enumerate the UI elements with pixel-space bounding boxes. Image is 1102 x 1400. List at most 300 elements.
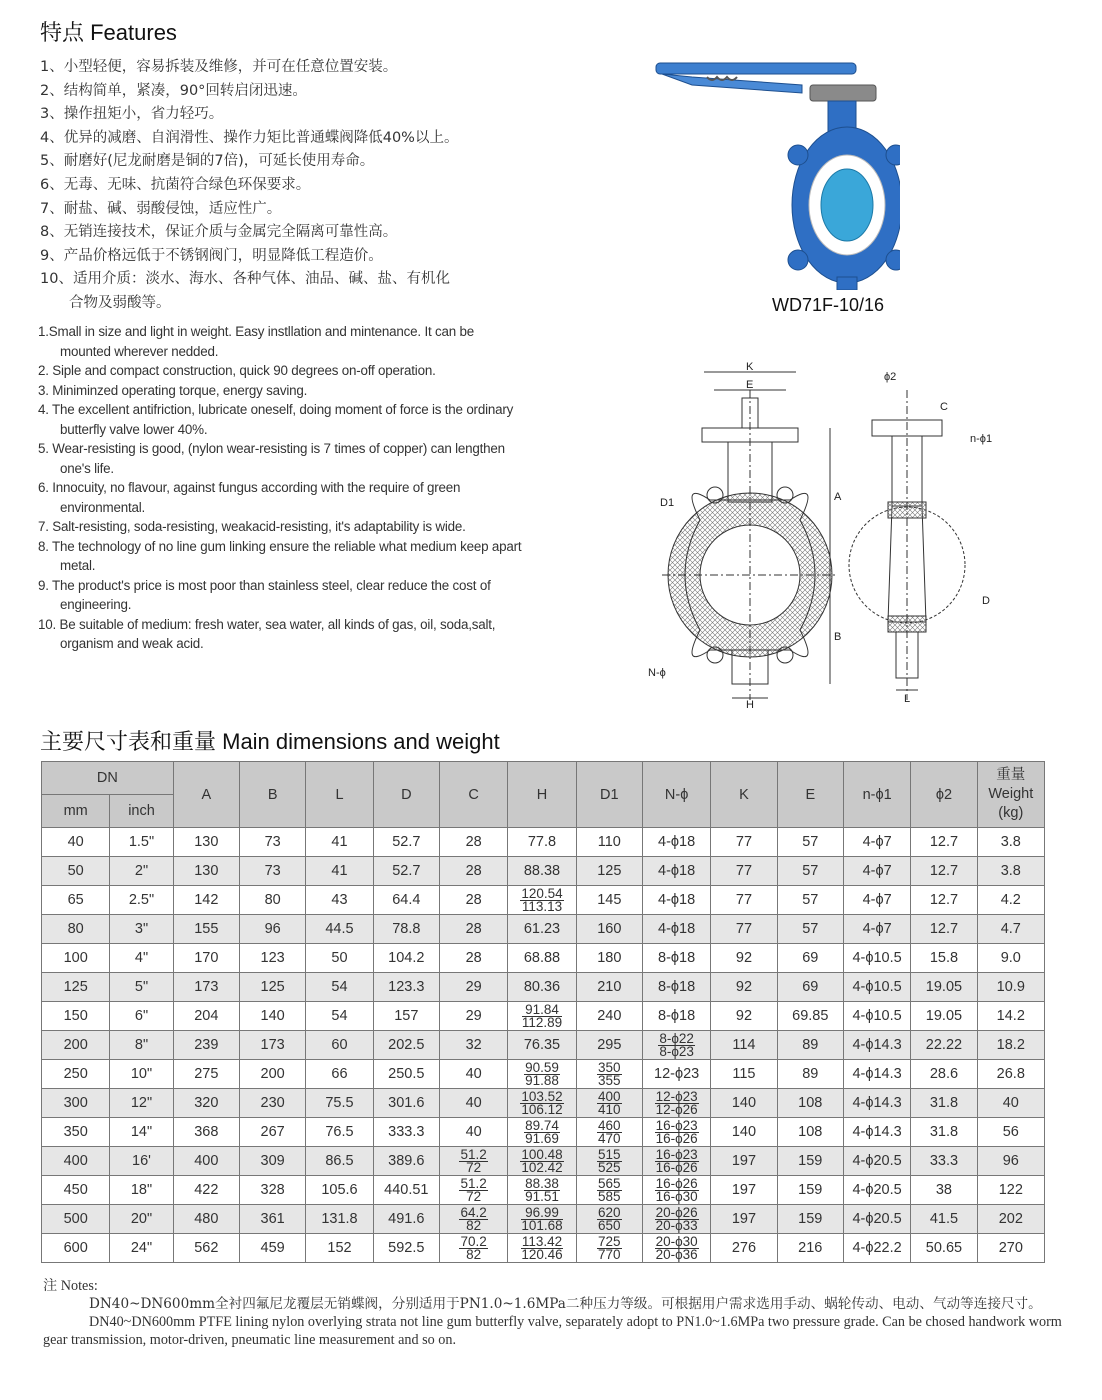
top-plate: [810, 85, 876, 101]
table-cell: 104.2: [373, 944, 439, 973]
table-cell: 230: [239, 1089, 305, 1118]
table-cell: 159: [777, 1176, 843, 1205]
table-cell: 12.7: [911, 915, 977, 944]
table-cell: 276: [711, 1234, 777, 1263]
table-cell: 202: [977, 1205, 1044, 1234]
table-cell: 180: [576, 944, 642, 973]
table-row: [42, 1205, 1045, 1234]
table-cell: 239: [173, 1031, 239, 1060]
features-title: 特点 Features: [40, 20, 177, 45]
table-cell: 77: [711, 857, 777, 886]
table-cell: 350: [42, 1118, 110, 1147]
table-cell: 216: [777, 1234, 843, 1263]
notes-cn: DN40~DN600mm全衬四氟尼龙覆层无销蝶阀，分别适用于PN1.0~1.6MPa二种压力等级。可根据用户需求选用手动、蜗轮传动、电动、气动等连接尺寸。: [89, 1296, 1042, 1312]
table-cell: 68.88: [508, 944, 576, 973]
table-cell: 123.3: [373, 973, 439, 1002]
header-col: N-ϕ: [642, 762, 710, 828]
table-cell: 28: [439, 857, 507, 886]
table-cell: 8-ϕ18: [642, 973, 710, 1002]
label-c: C: [940, 401, 948, 413]
label-d: D: [982, 595, 990, 607]
table-cell: 108: [777, 1089, 843, 1118]
table-cell: 66: [306, 1060, 373, 1089]
table-cell: 2": [110, 857, 173, 886]
table-cell: 57: [777, 828, 843, 857]
table-cell: 75.5: [306, 1089, 373, 1118]
feature-en-item: 7. Salt-resisting, soda-resisting, weakacid-resisting, it's adaptability is wide.: [38, 519, 466, 534]
feature-cn-item: 合物及弱酸等。: [69, 294, 171, 311]
table-cell: $\frac{88.38}{91.51}$: [508, 1176, 576, 1205]
feature-cn-item: 5、耐磨好(尼龙耐磨是铜的7倍)，可延长使用寿命。: [40, 153, 375, 170]
table-cell: 108: [777, 1118, 843, 1147]
table-cell: 140: [711, 1118, 777, 1147]
table-cell: 250.5: [373, 1060, 439, 1089]
table-cell: 159: [777, 1147, 843, 1176]
table-cell: 56: [977, 1118, 1044, 1147]
table-cell: 28: [439, 828, 507, 857]
feature-en-item: 8. The technology of no line gum linking ensure the reliable what medium keep apart metal.: [38, 538, 522, 573]
table-cell: 29: [439, 1002, 507, 1031]
table-cell: 4-ϕ14.3: [843, 1031, 910, 1060]
table-cell: 197: [711, 1176, 777, 1205]
table-cell: 40: [439, 1089, 507, 1118]
table-cell: $\frac{20-\phi 26}{20-\phi 33}$: [642, 1205, 710, 1234]
feature-en-item: 10. Be suitable of medium: fresh water, sea water, all kinds of gas, oil, soda,salt, organism and weak acid.: [38, 616, 496, 651]
table-cell: 43: [306, 886, 373, 915]
table-cell: 26.8: [977, 1060, 1044, 1089]
table-row: [42, 1234, 1045, 1263]
table-cell: 31.8: [911, 1089, 977, 1118]
feature-cn-item: 2、结构简单，紧凑，90°回转启闭迅速。: [40, 82, 307, 99]
table-cell: 92: [711, 1002, 777, 1031]
table-cell: 89: [777, 1031, 843, 1060]
notes-en: DN40~DN600mm PTFE lining nylon overlying strata not line gum butterfly valve, separately adopt to PN1.0~1.6MPa two pressure grade. Can be chosed handwork worm gear transmission, motor-driven, pneumatic line measurement and so on.: [43, 1314, 1062, 1348]
lug-bottom-left: [788, 250, 808, 270]
table-cell: 19.05: [911, 1002, 977, 1031]
header-col: L: [306, 762, 373, 828]
header-col: K: [711, 762, 777, 828]
table-cell: 368: [173, 1118, 239, 1147]
table-cell: 300: [42, 1089, 110, 1118]
table-cell: 4-ϕ20.5: [843, 1205, 910, 1234]
table-cell: 18": [110, 1176, 173, 1205]
table-cell: 18.2: [977, 1031, 1044, 1060]
table-cell: 328: [239, 1176, 305, 1205]
disc: [821, 169, 873, 241]
table-cell: 8-ϕ18: [642, 944, 710, 973]
table-cell: 77.8: [508, 828, 576, 857]
table-cell: 69: [777, 973, 843, 1002]
table-cell: 270: [977, 1234, 1044, 1263]
feature-en-item: 4. The excellent antifriction, lubricate oneself, doing moment of force is the ordinary butterfly valve lower 40%.: [38, 402, 514, 437]
table-cell: 4-ϕ7: [843, 915, 910, 944]
table-cell: $\frac{113.42}{120.46}$: [508, 1234, 576, 1263]
lever-handle: [656, 63, 856, 74]
table-cell: 44.5: [306, 915, 373, 944]
table-cell: 10.9: [977, 973, 1044, 1002]
feature-cn-item: 6、无毒、无味、抗菌符合绿色环保要求。: [40, 176, 311, 193]
table-cell: 96: [977, 1147, 1044, 1176]
table-cell: 52.7: [373, 857, 439, 886]
table-cell: 4-ϕ10.5: [843, 973, 910, 1002]
header-weight-line: Weight: [988, 786, 1034, 802]
table-cell: 4-ϕ18: [642, 828, 710, 857]
header-weight-line: 重量: [996, 767, 1026, 783]
table-row: [42, 828, 1045, 857]
label-n1: n-ϕ1: [970, 433, 993, 445]
table-cell: 38: [911, 1176, 977, 1205]
lug-left: [788, 145, 808, 165]
table-cell: 73: [239, 857, 305, 886]
header-weight-line: (kg): [998, 805, 1024, 821]
table-cell: 19.05: [911, 973, 977, 1002]
table-cell: 9.0: [977, 944, 1044, 973]
table-cell: 60: [306, 1031, 373, 1060]
table-cell: 40: [439, 1060, 507, 1089]
table-cell: 52.7: [373, 828, 439, 857]
table-cell: 4-ϕ10.5: [843, 1002, 910, 1031]
table-cell: 562: [173, 1234, 239, 1263]
header-col: E: [777, 762, 843, 828]
table-cell: 130: [173, 828, 239, 857]
table-cell: 131.8: [306, 1205, 373, 1234]
table-cell: 80: [239, 886, 305, 915]
table-cell: 3": [110, 915, 173, 944]
table-cell: 125: [239, 973, 305, 1002]
header-col: A: [173, 762, 239, 828]
table-cell: $\frac{725}{770}$: [576, 1234, 642, 1263]
table-cell: $\frac{51.2}{72}$: [439, 1176, 507, 1205]
table-cell: 4-ϕ7: [843, 857, 910, 886]
table-cell: 12.7: [911, 857, 977, 886]
table-cell: 309: [239, 1147, 305, 1176]
table-cell: 200: [42, 1031, 110, 1060]
table-cell: 61.23: [508, 915, 576, 944]
table-cell: 12-ϕ23: [642, 1060, 710, 1089]
table-cell: $\frac{70.2}{82}$: [439, 1234, 507, 1263]
table-cell: 28.6: [911, 1060, 977, 1089]
table-cell: 31.8: [911, 1118, 977, 1147]
table-cell: $\frac{620}{650}$: [576, 1205, 642, 1234]
table-cell: 29: [439, 973, 507, 1002]
label-d1: D1: [660, 497, 675, 509]
feature-cn-item: 7、耐盐、碱、弱酸侵蚀，适应性广。: [40, 200, 282, 217]
table-cell: 202.5: [373, 1031, 439, 1060]
table-row: [42, 973, 1045, 1002]
table-cell: 400: [173, 1147, 239, 1176]
table-cell: 480: [173, 1205, 239, 1234]
table-cell: 33.3: [911, 1147, 977, 1176]
dimensions-title: 主要尺寸表和重量 Main dimensions and weight: [40, 729, 500, 754]
table-cell: $\frac{100.48}{102.42}$: [508, 1147, 576, 1176]
table-cell: 14": [110, 1118, 173, 1147]
table-cell: 491.6: [373, 1205, 439, 1234]
table-cell: $\frac{565}{585}$: [576, 1176, 642, 1205]
table-cell: 12.7: [911, 828, 977, 857]
table-cell: 8": [110, 1031, 173, 1060]
table-cell: 50: [42, 857, 110, 886]
table-cell: 4-ϕ14.3: [843, 1118, 910, 1147]
table-cell: 114: [711, 1031, 777, 1060]
table-cell: 28: [439, 886, 507, 915]
table-cell: $\frac{89.74}{91.69}$: [508, 1118, 576, 1147]
table-cell: 50: [306, 944, 373, 973]
table-cell: 160: [576, 915, 642, 944]
table-cell: 130: [173, 857, 239, 886]
table-row: [42, 1031, 1045, 1060]
table-cell: 16': [110, 1147, 173, 1176]
label-n: N-ϕ: [648, 667, 666, 679]
table-row: [42, 1176, 1045, 1205]
table-cell: $\frac{12-\phi 23}{12-\phi 26}$: [642, 1089, 710, 1118]
table-cell: 4.7: [977, 915, 1044, 944]
table-cell: 57: [777, 915, 843, 944]
table-cell: 54: [306, 973, 373, 1002]
header-inch: inch: [110, 795, 173, 828]
table-cell: 80: [42, 915, 110, 944]
table-cell: 155: [173, 915, 239, 944]
table-cell: 20": [110, 1205, 173, 1234]
label-h: H: [746, 699, 754, 710]
table-cell: 450: [42, 1176, 110, 1205]
table-cell: 40: [42, 828, 110, 857]
table-cell: $\frac{120.54}{113.13}$: [508, 886, 576, 915]
table-cell: 2.5": [110, 886, 173, 915]
table-cell: 3.8: [977, 828, 1044, 857]
table-cell: 197: [711, 1147, 777, 1176]
table-cell: 4-ϕ7: [843, 828, 910, 857]
table-cell: 73: [239, 828, 305, 857]
table-cell: 28: [439, 915, 507, 944]
table-cell: 333.3: [373, 1118, 439, 1147]
table-cell: 57: [777, 886, 843, 915]
table-cell: 4-ϕ20.5: [843, 1147, 910, 1176]
table-cell: 122: [977, 1176, 1044, 1205]
table-cell: $\frac{16-\phi 26}{16-\phi 30}$: [642, 1176, 710, 1205]
feature-en-item: 6. Innocuity, no flavour, against fungus according with the require of green environmental.: [38, 480, 461, 515]
header-dn: DN: [42, 762, 174, 795]
table-cell: 320: [173, 1089, 239, 1118]
table-cell: 210: [576, 973, 642, 1002]
table-row: [42, 1147, 1045, 1176]
table-cell: $\frac{91.84}{112.89}$: [508, 1002, 576, 1031]
lever-grip: [662, 74, 802, 93]
table-cell: 4-ϕ14.3: [843, 1060, 910, 1089]
table-row: [42, 1118, 1045, 1147]
table-cell: 400: [42, 1147, 110, 1176]
table-cell: 4-ϕ22.2: [843, 1234, 910, 1263]
header-weight: [977, 762, 1044, 828]
label-k: K: [746, 361, 754, 373]
table-cell: 15.8: [911, 944, 977, 973]
table-row: [42, 886, 1045, 915]
table-cell: 361: [239, 1205, 305, 1234]
label-e: E: [746, 379, 754, 391]
notes: [43, 1277, 1073, 1349]
table-cell: 4-ϕ18: [642, 915, 710, 944]
table-cell: 4-ϕ18: [642, 857, 710, 886]
table-cell: 3.8: [977, 857, 1044, 886]
notes-label: 注 Notes:: [43, 1278, 98, 1294]
table-cell: 145: [576, 886, 642, 915]
header-mm: mm: [42, 795, 110, 828]
table-cell: 69.85: [777, 1002, 843, 1031]
table-cell: 159: [777, 1205, 843, 1234]
table-cell: 500: [42, 1205, 110, 1234]
table-cell: 140: [711, 1089, 777, 1118]
table-cell: $\frac{460}{470}$: [576, 1118, 642, 1147]
table-cell: 6": [110, 1002, 173, 1031]
table-cell: 8-ϕ18: [642, 1002, 710, 1031]
table-cell: 92: [711, 973, 777, 1002]
table-cell: 240: [576, 1002, 642, 1031]
table-cell: 170: [173, 944, 239, 973]
table-cell: $\frac{64.2}{82}$: [439, 1205, 507, 1234]
table-cell: 115: [711, 1060, 777, 1089]
table-cell: 69: [777, 944, 843, 973]
table-cell: $\frac{350}{355}$: [576, 1060, 642, 1089]
product-model: WD71F-10/16: [772, 295, 885, 315]
table-cell: 78.8: [373, 915, 439, 944]
table-cell: 142: [173, 886, 239, 915]
table-cell: $\frac{20-\phi 30}{20-\phi 36}$: [642, 1234, 710, 1263]
table-cell: $\frac{96.99}{101.68}$: [508, 1205, 576, 1234]
side-bottom: [896, 632, 918, 678]
header-col: D: [373, 762, 439, 828]
table-cell: 32: [439, 1031, 507, 1060]
feature-en-item: 5. Wear-resisting is good, (nylon wear-resisting is 7 times of copper) can lengthen one's life.: [38, 441, 505, 476]
table-cell: 100: [42, 944, 110, 973]
feature-en-item: 9. The product's price is most poor than stainless steel, clear reduce the cost of engineering.: [38, 577, 491, 612]
header-col: C: [439, 762, 507, 828]
table-cell: 28: [439, 944, 507, 973]
table-cell: 389.6: [373, 1147, 439, 1176]
header-col: H: [508, 762, 576, 828]
table-cell: 173: [173, 973, 239, 1002]
table-cell: 12": [110, 1089, 173, 1118]
feature-cn-item: 9、产品价格远低于不锈钢阀门，明显降低工程造价。: [40, 247, 383, 264]
table-cell: 77: [711, 886, 777, 915]
label-phi2: ϕ2: [884, 371, 897, 383]
feature-cn-item: 3、操作扭矩小，省力轻巧。: [40, 106, 224, 123]
table-cell: 173: [239, 1031, 305, 1060]
table-cell: 64.4: [373, 886, 439, 915]
table-cell: 54: [306, 1002, 373, 1031]
table-cell: 105.6: [306, 1176, 373, 1205]
table-cell: 123: [239, 944, 305, 973]
table-cell: $\frac{8-\phi 22}{8-\phi 23}$: [642, 1031, 710, 1060]
table-cell: $\frac{16-\phi 23}{16-\phi 26}$: [642, 1147, 710, 1176]
table-cell: 65: [42, 886, 110, 915]
table-cell: 4": [110, 944, 173, 973]
table-cell: 41.5: [911, 1205, 977, 1234]
table-row: [42, 1002, 1045, 1031]
table-row: [42, 857, 1045, 886]
table-cell: 5": [110, 973, 173, 1002]
table-cell: 200: [239, 1060, 305, 1089]
feature-cn-item: 8、无销连接技术，保证介质与金属完全隔离可靠性高。: [40, 224, 398, 241]
dimensions-table: [41, 761, 1045, 1263]
table-cell: 12.7: [911, 886, 977, 915]
table-cell: $\frac{103.52}{106.12}$: [508, 1089, 576, 1118]
table-cell: $\frac{51.2}{72}$: [439, 1147, 507, 1176]
table-cell: 92: [711, 944, 777, 973]
table-cell: 4-ϕ10.5: [843, 944, 910, 973]
table-cell: 76.5: [306, 1118, 373, 1147]
table-cell: 4-ϕ14.3: [843, 1089, 910, 1118]
table-cell: 86.5: [306, 1147, 373, 1176]
features-cn-list: [40, 56, 600, 316]
table-cell: 24": [110, 1234, 173, 1263]
header-col: n-ϕ1: [843, 762, 910, 828]
table-row: [42, 1089, 1045, 1118]
header-col: ϕ2: [911, 762, 977, 828]
table-cell: 267: [239, 1118, 305, 1147]
header-col: D1: [576, 762, 642, 828]
header-col: B: [239, 762, 305, 828]
feature-cn-item: 10、适用介质：淡水、海水、各种气体、油品、碱、盐、有机化: [40, 271, 450, 288]
table-cell: 301.6: [373, 1089, 439, 1118]
table-cell: 110: [576, 828, 642, 857]
table-cell: 1.5": [110, 828, 173, 857]
table-row: [42, 915, 1045, 944]
table-cell: 250: [42, 1060, 110, 1089]
table-cell: 204: [173, 1002, 239, 1031]
feature-en-item: 3. Miniminzed operating torque, energy saving.: [38, 382, 308, 398]
feature-en-item: 1.Small in size and light in weight. Easy instllation and mintenance. It can be mounted wherever nedded.: [38, 324, 475, 359]
feature-cn-item: 4、优异的减磨、自润滑性、操作力矩比普通蝶阀降低40%以上。: [40, 129, 459, 146]
label-a: A: [834, 491, 842, 503]
table-cell: 10": [110, 1060, 173, 1089]
table-cell: 295: [576, 1031, 642, 1060]
features-en-list: [38, 322, 526, 654]
table-cell: 40: [977, 1089, 1044, 1118]
table-cell: $\frac{515}{525}$: [576, 1147, 642, 1176]
table-cell: 4-ϕ18: [642, 886, 710, 915]
table-cell: 14.2: [977, 1002, 1044, 1031]
table-cell: $\frac{90.59}{91.88}$: [508, 1060, 576, 1089]
label-b: B: [834, 631, 842, 643]
table-cell: 57: [777, 857, 843, 886]
table-cell: 4-ϕ20.5: [843, 1176, 910, 1205]
table-cell: 22.22: [911, 1031, 977, 1060]
table-cell: 4-ϕ7: [843, 886, 910, 915]
bottom-stub: [837, 277, 857, 290]
table-cell: 440.51: [373, 1176, 439, 1205]
feature-cn-item: 1、小型轻便，容易拆装及维修，并可在任意位置安装。: [40, 59, 398, 75]
table-cell: 157: [373, 1002, 439, 1031]
table-cell: 40: [439, 1118, 507, 1147]
table-cell: 152: [306, 1234, 373, 1263]
table-cell: 89: [777, 1060, 843, 1089]
table-cell: 41: [306, 828, 373, 857]
table-cell: 125: [576, 857, 642, 886]
table-cell: 96: [239, 915, 305, 944]
table-cell: 600: [42, 1234, 110, 1263]
table-cell: $\frac{16-\phi 23}{16-\phi 26}$: [642, 1118, 710, 1147]
table-cell: 41: [306, 857, 373, 886]
table-cell: 125: [42, 973, 110, 1002]
feature-en-item: 2. Siple and compact construction, quick 90 degrees on-off operation.: [38, 363, 436, 378]
table-cell: 140: [239, 1002, 305, 1031]
table-cell: 422: [173, 1176, 239, 1205]
table-cell: 80.36: [508, 973, 576, 1002]
table-cell: 76.35: [508, 1031, 576, 1060]
table-cell: 150: [42, 1002, 110, 1031]
dimension-drawing: [640, 360, 1020, 710]
table-row: [42, 1060, 1045, 1089]
table-cell: $\frac{400}{410}$: [576, 1089, 642, 1118]
